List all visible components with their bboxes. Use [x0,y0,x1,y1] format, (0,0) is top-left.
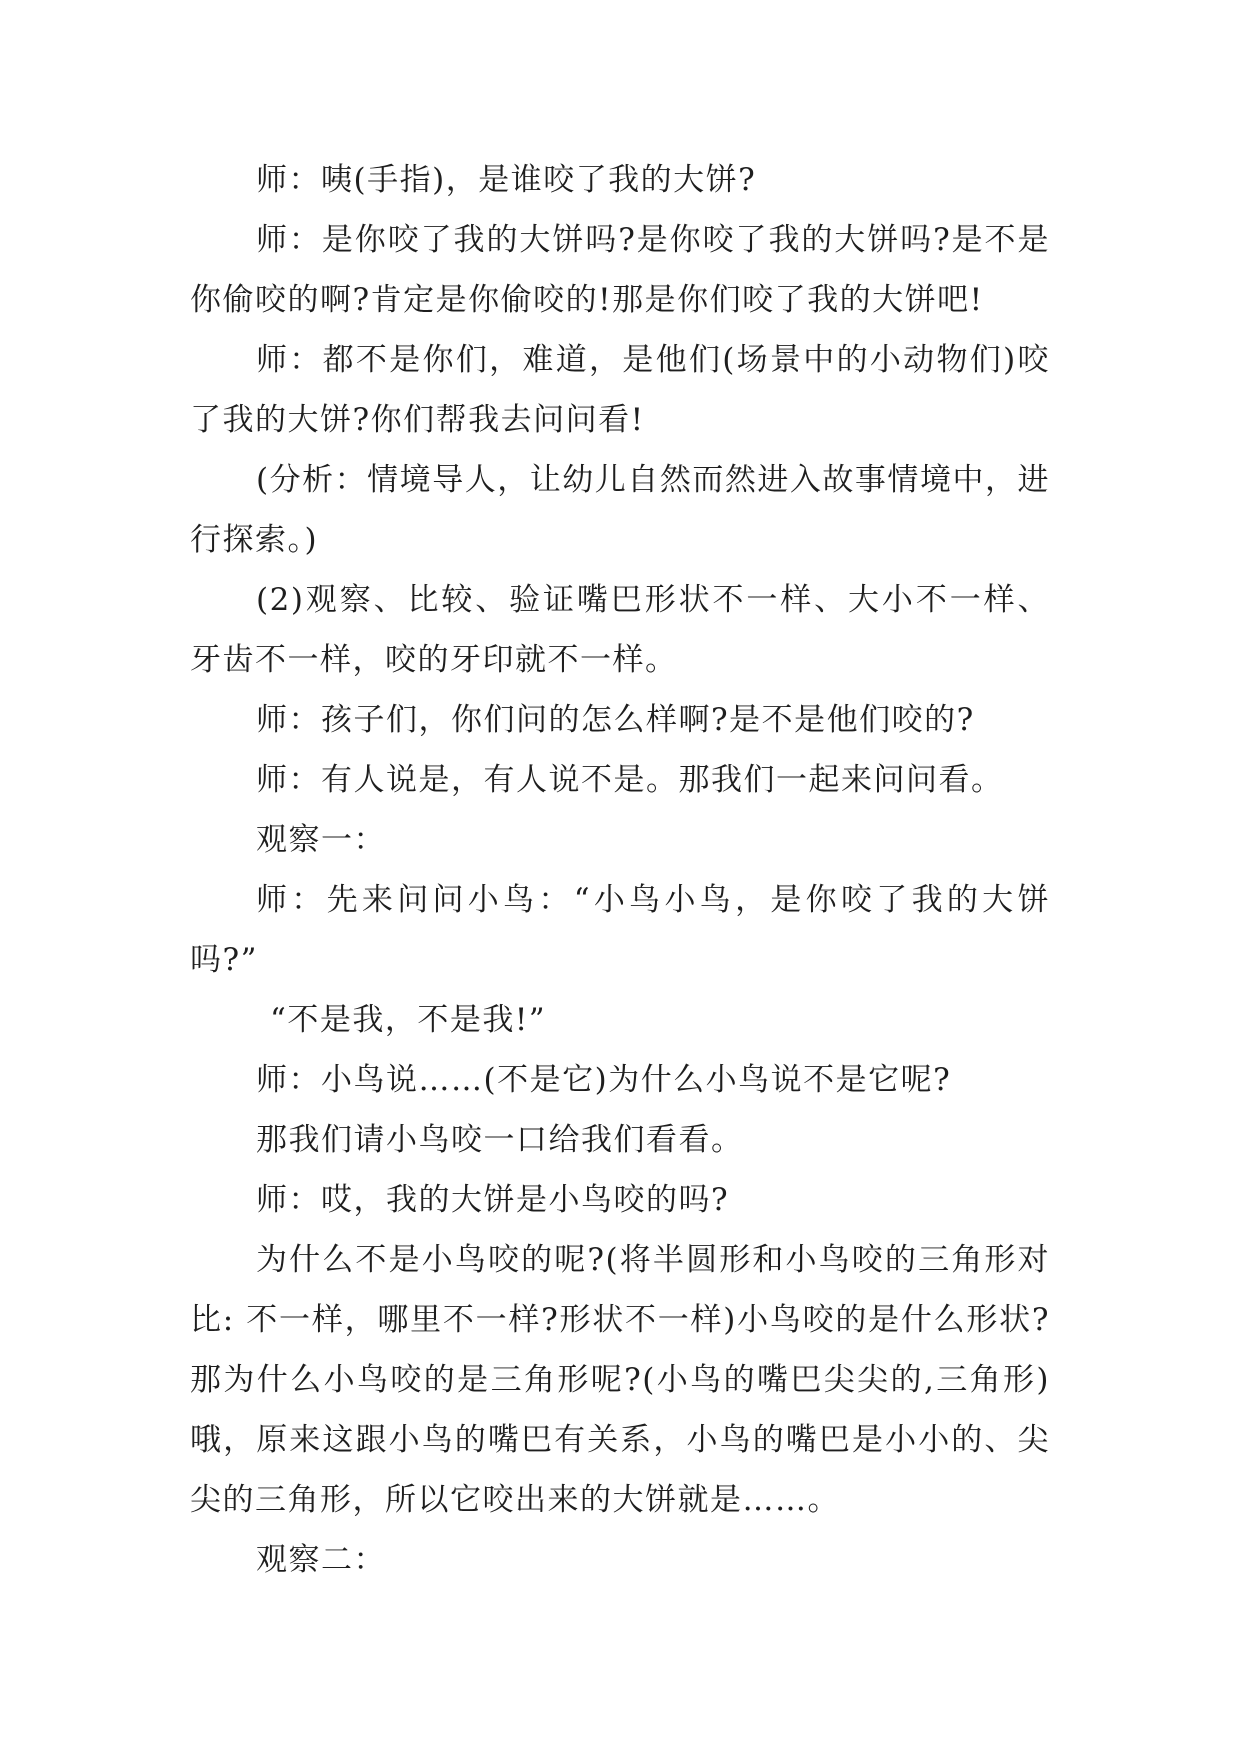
dialogue-paragraph: 师：有人说是，有人说不是。那我们一起来问问看。 [256,762,1004,798]
section-label: 观察二： [256,1542,386,1578]
dialogue-paragraph: 师：孩子们，你们问的怎么样啊?是不是他们咬的? [256,702,975,738]
section-label: 观察一： [256,822,386,858]
quote-paragraph: “不是我，不是我!” [270,1002,547,1038]
dialogue-paragraph: 师：小鸟说……(不是它)为什么小鸟说不是它呢? [256,1062,952,1098]
dialogue-paragraph: 师：都不是你们，难道，是他们(场景中的小动物们)咬了我的大饼?你们帮我去问问看! [190,342,1050,438]
explanation-paragraph: 为什么不是小鸟咬的呢?(将半圆形和小鸟咬的三角形对比: 不一样，哪里不一样?形状不一样)小鸟咬的是什么形状?那为什么小鸟咬的是三角形呢?(小鸟的嘴巴尖尖的,三角形)哦，原来这跟小鸟的嘴巴有关系，小鸟的嘴巴是小小的、尖尖的三角形，所以它咬出来的大饼就是……。 [190,1242,1050,1518]
analysis-paragraph: (分析：情境导人，让幼儿自然而然进入故事情境中，进行探索。) [190,462,1050,558]
document-body [190,150,1050,1590]
dialogue-paragraph: 师：咦(手指)，是谁咬了我的大饼? [256,162,757,198]
dialogue-paragraph: 师：先来问问小鸟：“小鸟小鸟，是你咬了我的大饼吗?” [190,882,1050,978]
dialogue-paragraph: 师：哎，我的大饼是小鸟咬的吗? [256,1182,730,1218]
step-heading-paragraph: (2)观察、比较、验证嘴巴形状不一样、大小不一样、牙齿不一样，咬的牙印就不一样。 [190,582,1050,678]
narration-paragraph: 那我们请小鸟咬一口给我们看看。 [256,1122,744,1158]
dialogue-paragraph: 师：是你咬了我的大饼吗?是你咬了我的大饼吗?是不是你偷咬的啊?肯定是你偷咬的!那是你们咬了我的大饼吧! [190,222,1050,318]
